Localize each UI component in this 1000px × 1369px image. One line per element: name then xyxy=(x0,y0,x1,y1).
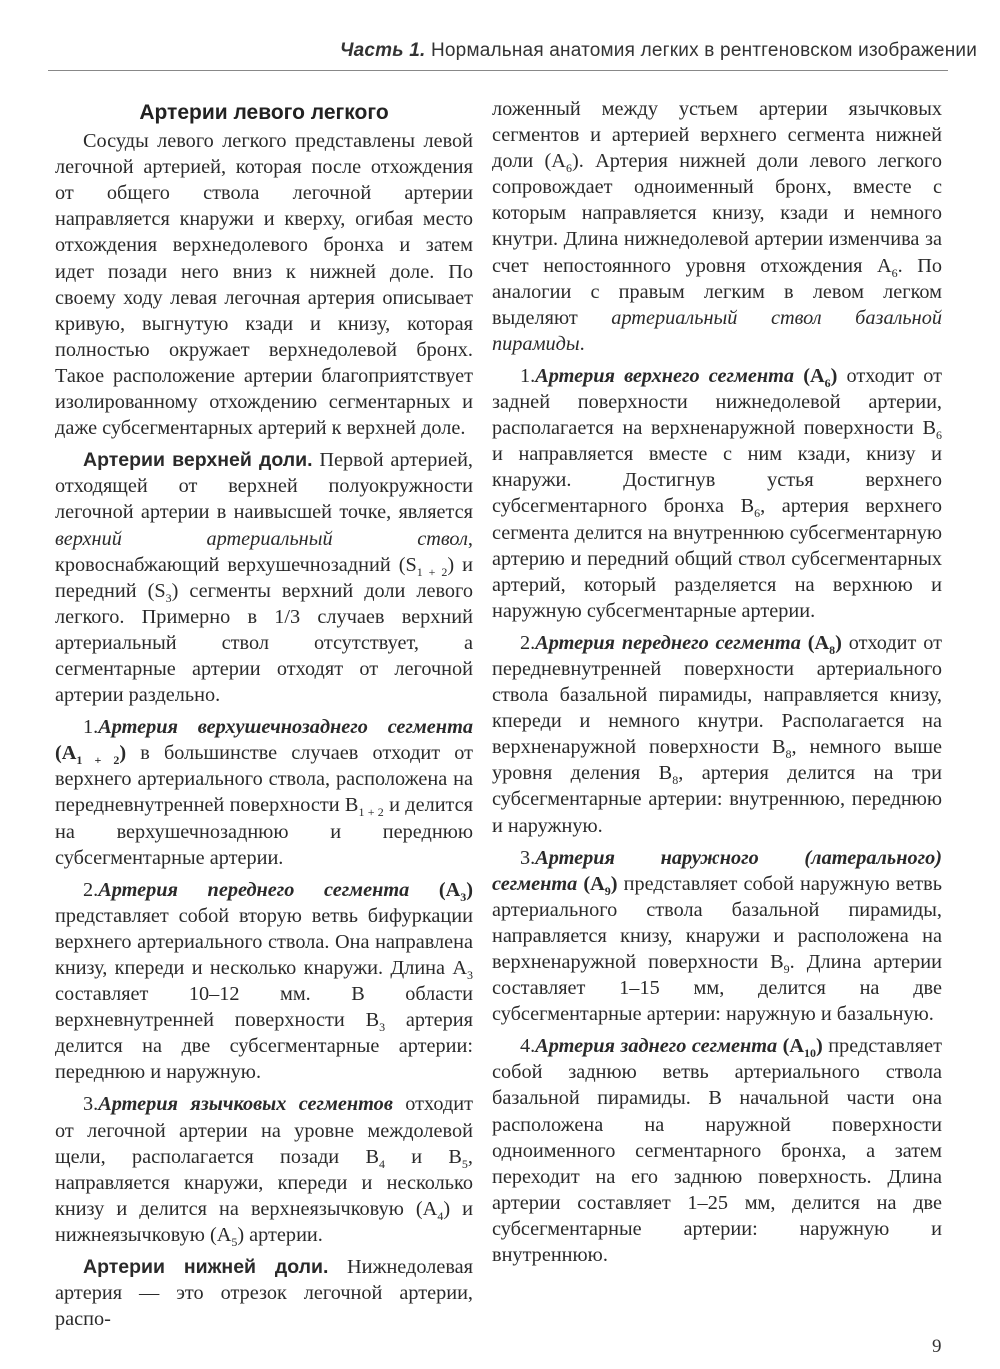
subscript: 8 xyxy=(672,773,679,788)
subscript: 9 xyxy=(783,962,790,977)
segment-code: $(A_3)$ xyxy=(438,878,473,904)
text: Нижнедолевая артерия — это отрезок легочной артерии, распо- xyxy=(55,1256,473,1331)
right-column xyxy=(492,96,942,1268)
header-rule xyxy=(48,70,948,71)
left-column xyxy=(55,96,473,1332)
text: ) артерии. xyxy=(237,1223,323,1246)
subscript: 4 xyxy=(437,1208,444,1223)
item-number: 3. xyxy=(83,1093,99,1116)
segment-code: $(A_8)$ xyxy=(807,631,842,657)
text: ) и передний (S xyxy=(55,553,473,602)
intro-paragraph xyxy=(55,128,473,441)
segment-code: $(A_{10})$ xyxy=(782,1035,823,1061)
item-title: Артерия верхнего сегмента xyxy=(535,364,795,387)
text: , направляется кнаружи, кпереди и несколько книзу и делится на верхнеязычковую (A xyxy=(55,1145,473,1220)
item-number: 2. xyxy=(520,631,536,654)
subscript: 8 xyxy=(785,747,792,762)
text: и делится на верхушечнозаднюю и переднюю субсегментарные артерии. xyxy=(55,794,473,869)
apicoposterior-segment-paragraph xyxy=(55,714,473,871)
subscript: 3 xyxy=(467,968,473,983)
text: Первой артерией, отходящей от верхней полуокружности легочной артерии в наивысшей точке, является xyxy=(55,449,473,524)
item-title: Артерия наружного (латерального) сегмента xyxy=(492,846,942,895)
subscript: 6 xyxy=(936,428,942,443)
subscript: 5 xyxy=(461,1156,468,1171)
superior-segment-paragraph xyxy=(492,363,942,624)
item-number: 1. xyxy=(83,716,99,739)
page-number: 9 xyxy=(932,1336,942,1357)
item-number: 4. xyxy=(520,1035,536,1058)
subscript: 3 xyxy=(379,1020,386,1035)
subscript: 6 xyxy=(754,506,761,521)
lateral-basal-segment-paragraph xyxy=(492,845,942,1028)
text: . xyxy=(579,332,585,355)
text: составляет 10–12 мм. В области верхневнутренней поверхности B xyxy=(55,983,473,1032)
text: представляет собой заднюю ветвь артериального ствола базальной пирамиды. В начальной части она расположена на наружной поверхности одноименного сегментарного бронха, а затем переходит на его заднюю поверхность. Длина артерии составляет 1–25 мм, делится на две субсегментарные артерии: наружную и внутреннюю. xyxy=(492,1035,942,1267)
text: представляет собой вторую ветвь бифуркации верхнего артериального ствола. Она направлена книзу, кпереди и несколько кнаружи. Длина A xyxy=(55,904,473,979)
subscript: 6 xyxy=(565,161,572,176)
text: ложенный между устьем артерии язычковых сегментов и артерией верхнего сегмента нижней доли (A xyxy=(492,98,942,173)
subscript: 6 xyxy=(891,265,898,280)
subscript: 4 xyxy=(378,1156,385,1171)
text: и направляется вместе с ним кзади, книзу и кнаружи. Достигнув устья верхнего субсегментарного бронха B xyxy=(492,443,942,518)
section-title: Артерии левого легкого xyxy=(139,101,389,124)
italic-term: верхний артериальный ствол xyxy=(55,527,468,550)
text: , немного выше уровня деления B xyxy=(492,736,942,785)
text: и B xyxy=(384,1145,462,1168)
header-part-label: Часть 1. xyxy=(340,40,426,61)
text: ) и нижнеязычковую (A xyxy=(55,1197,473,1246)
text: . По аналогии с правым легким в левом легком выделяют xyxy=(492,254,942,329)
lower-lobe-continuation xyxy=(492,96,942,357)
text: ). Артерия нижней доли левого легкого сопровождает одноименный бронх, вместе с которым направляется книзу, кзади и немного кнутри. Длина нижнедолевой артерии изменчива за счет непостоянного уровня отхождения A xyxy=(492,150,942,277)
segment-code: $(A_9)$ xyxy=(583,872,618,898)
item-title: Артерия верхушечнозаднего сегмента xyxy=(98,716,473,739)
text: представляет собой наружную ветвь артериального ствола базальной пирамиды, направляется книзу, кнаружи и расположена на верхненаружной поверхности B xyxy=(492,872,942,973)
lower-lobe-heading: Артерии нижней доли. xyxy=(83,1256,329,1279)
anterior-basal-segment-paragraph xyxy=(492,630,942,839)
text: , артерия верхнего сегмента делится на внутреннюю субсегментарную артерию и передний общий ствол субсегментарных артерий, который разделяется на верхнюю и наружную субсегментарные артерии. xyxy=(492,495,942,622)
running-header xyxy=(340,40,978,62)
subscript: 3 xyxy=(165,590,172,605)
segment-code: $(A_6)$ xyxy=(803,364,838,390)
anterior-segment-paragraph xyxy=(55,877,473,1086)
text: . Длина артерии составляет 1–15 мм, делится на две субсегментарные артерии: наружную и базальную. xyxy=(492,951,942,1026)
segment-code: $(A_{1 + 2})$ xyxy=(55,742,127,768)
italic-term: артериальный ствол базальной пирамиды xyxy=(492,306,942,355)
text: отходит от задней поверхности нижнедолевой артерии, располагается на верхненаружной поверхности B xyxy=(492,364,942,440)
lower-lobe-paragraph xyxy=(55,1254,473,1332)
item-title: Артерия заднего сегмента xyxy=(535,1035,778,1058)
intro-text: Сосуды левого легкого представлены левой легочной артерией, которая после отхождения от общего ствола легочной артерии направляется кнаружи и кверху, огибая место отхождения верхнедолевого бронха и затем идет позади него вниз к нижней доле. По своему ходу левая легочная артерия описывает кривую, выгнутую кзади и книзу, которая полностью окружает верхнедолевой бронх. Такое расположение артерии благоприятствует изолированному отхождению сегментарных и даже субсегментарных артерий к верхней доле. xyxy=(55,130,473,440)
text: в большинстве случаев отходит от верхнего артериального ствола, расположена на передневнутренней поверхности B xyxy=(55,742,473,817)
upper-lobe-paragraph xyxy=(55,447,473,708)
item-title: Артерия переднего сегмента xyxy=(535,631,801,654)
item-number: 3. xyxy=(520,846,536,869)
header-title: Нормальная анатомия легких в рентгеновском изображении xyxy=(430,40,978,61)
text: , кровоснабжающий верхушечнозадний (S xyxy=(55,527,473,576)
item-title: Артерия переднего сегмента xyxy=(98,878,410,901)
text: , артерия делится на три субсегментарные артерии: внутреннюю, переднюю и наружную. xyxy=(492,762,942,837)
text: отходит от передневнутренней поверхности артериального ствола базальной пирамиды, направляется книзу, кпереди и немного кнутри. Располагается на верхненаружной поверхности B xyxy=(492,631,942,759)
upper-lobe-heading: Артерии верхней доли. xyxy=(83,449,313,472)
item-title: Артерия язычковых сегментов xyxy=(98,1093,393,1116)
subscript: 1 + 2 xyxy=(358,805,384,820)
item-number: 1. xyxy=(520,364,536,387)
text: ) сегменты верхний доли левого легкого. Примерно в 1/3 случаев верхний артериальный ствол отсутствует, а сегментарные артерии отходят от легочной артерии раздельно. xyxy=(55,579,474,707)
text: отходит от легочной артерии на уровне междолевой щели, располагается позади B xyxy=(55,1093,473,1168)
subscript: 1 + 2 xyxy=(416,564,448,579)
posterior-basal-segment-paragraph xyxy=(492,1033,942,1268)
text: артерия делится на две субсегментарные артерии: переднюю и наружную. xyxy=(55,1009,473,1084)
item-number: 2. xyxy=(83,878,99,901)
subscript: 5 xyxy=(231,1234,238,1249)
lingular-segments-paragraph xyxy=(55,1091,473,1248)
